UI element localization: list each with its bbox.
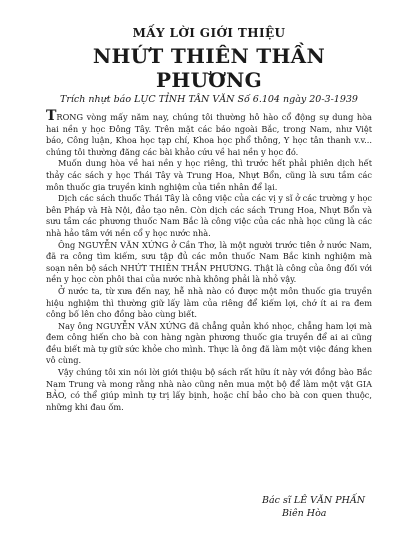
article-body [46,108,372,413]
paragraph-5: Ở nước ta, từ xưa đến nay, hễ nhà nào có được một môn thuốc gia truyền hiệu nghiệm thì thường giữ lấy làm của riêng để kiếm lợi, chớ ít ai ra đem công bố lên cho đồng bào cùng biết. [46,285,372,320]
paragraph-text: RONG vòng mấy năm nay, chúng tôi thường hô hào cổ động sự dung hòa hai nền y học Đông Tây. Trên mặt các báo ngoài Bắc, trong Nam, như Việt báo, Công luận, Khoa học tạp chí, Khoa học phổ thông, Y học tân thanh v.v... chúng tôi thường đăng các bài khảo cứu về hai nền y học đó. [46,112,372,157]
drop-cap: T [46,108,57,124]
book-title: NHỨT THIÊN THẦN PHƯƠNG [92,44,326,92]
paragraph-3: Dịch các sách thuốc Thái Tây là công việc của các vị y sĩ ở các trường y học bên Pháp và Hà Nội, đảo tạo nên. Còn dịch các sách Trung Hoa, Nhựt Bổn và sưu tầm các phương thuốc Nam Bắc là công việc của các nhà học cũng là các nhà hảo tâm với nền cổ y học nước nhà. [46,193,372,238]
paragraph-6: Nay ông NGUYỄN VĂN XỨNG đã chẳng quản khó nhọc, chẳng ham lợi mà đem công hiến cho bà con hàng ngàn phương thuốc gia truyền để ai ai cũng đều biết mà tự giữ sức khỏe cho mình. Thực là ông đã làm một việc đáng khen vô cùng. [46,320,372,366]
paragraph-1 [46,108,372,158]
paragraph-2: Muốn dung hòa về hai nền y học riêng, thì trước hết phải phiên dịch hết thảy các sách y học Thái Tây và Trung Hoa, Nhựt Bổn, cũng là sưu tầm các môn thuốc gia truyền kinh nghiệm của tiền nhân để lại. [46,158,372,192]
paragraph-7: Vậy chúng tôi xin nói lời giới thiệu bộ sách rất hữu ít này với đồng bào Bắc Nam Trung và mong rằng nhà nào cũng nên mua một bộ để làm một vật GIA BẢO, có thể giúp mình tự trị lấy bịnh, hoặc chỉ bảo cho bà con quen thuộc, những khi đau ốm. [46,367,372,412]
signature-block [262,494,365,520]
source-citation: Trích nhựt báo LỤC TỈNH TÂN VĂN Số 6.104 ngày 20-3-1939 [60,94,358,105]
paragraph-4: Ông NGUYỄN VĂN XỨNG ở Cần Thơ, là một người trước tiên ở nước Nam, đã ra công tìm kiếm, sưu tập đủ các môn thuốc Nam Bắc kinh nghiệm mà soạn nên bộ sách NHỨT THIÊN THẦN PHƯƠNG. Thật là công của ông đối với nền y học còn phôi thai của nước nhà không phải là nhỏ vậy. [46,239,372,285]
signer-name: Bác sĩ LÊ VĂN PHẤN [262,495,366,506]
preface-subtitle: MẤY LỜI GIỚI THIỆU [132,26,286,40]
signer-place: Biên Hòa [282,508,327,519]
